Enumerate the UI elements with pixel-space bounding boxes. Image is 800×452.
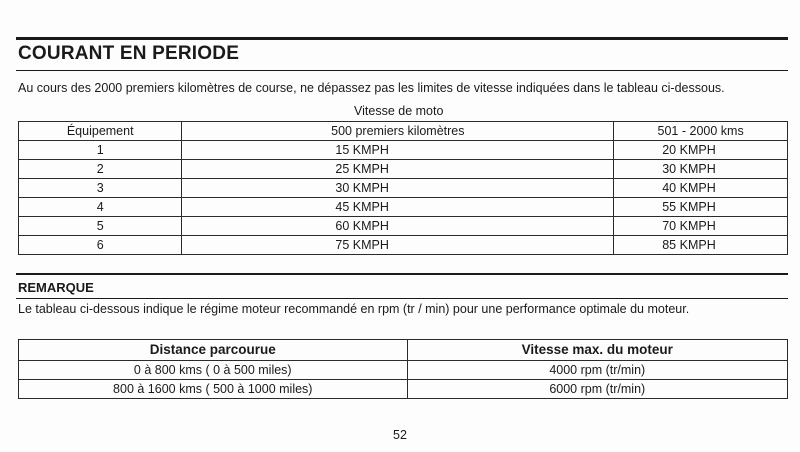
speed-cell: 40 KMPH: [614, 179, 788, 198]
column-header-501-2000: 501 - 2000 kms: [614, 122, 788, 141]
speed-cell: 30 KMPH: [614, 160, 788, 179]
rpm-cell: 6000 rpm (tr/min): [407, 380, 787, 399]
intro-paragraph: Au cours des 2000 premiers kilomètres de course, ne dépassez pas les limites de vitesse indiquées dans le tableau ci-dessous.: [18, 81, 725, 95]
speed-cell: 45 KMPH: [182, 198, 614, 217]
remark-heading: REMARQUE: [18, 280, 94, 295]
gear-cell: 2: [19, 160, 182, 179]
table-row: [19, 217, 788, 236]
distance-cell: 0 à 800 kms ( 0 à 500 miles): [19, 361, 408, 380]
gear-cell: 4: [19, 198, 182, 217]
speed-cell: 30 KMPH: [182, 179, 614, 198]
speed-cell: 20 KMPH: [614, 141, 788, 160]
speed-cell: 60 KMPH: [182, 217, 614, 236]
table-row: [19, 198, 788, 217]
table-row: [19, 380, 788, 399]
speed-limit-table: [18, 121, 788, 255]
column-header-gear: Équipement: [19, 122, 182, 141]
speed-cell: 55 KMPH: [614, 198, 788, 217]
table-row: [19, 141, 788, 160]
column-header-distance: Distance parcourue: [19, 340, 408, 361]
gear-cell: 5: [19, 217, 182, 236]
page-number: 52: [393, 428, 407, 442]
gear-cell: 1: [19, 141, 182, 160]
top-rule: [16, 37, 788, 40]
speed-table-caption: Vitesse de moto: [354, 104, 444, 118]
speed-cell: 85 KMPH: [614, 236, 788, 255]
section-rule: [16, 273, 788, 275]
column-header-max-rpm: Vitesse max. du moteur: [407, 340, 787, 361]
table-row: [19, 236, 788, 255]
section-heading: COURANT EN PERIODE: [18, 43, 240, 64]
remark-rule: [16, 298, 788, 299]
gear-cell: 3: [19, 179, 182, 198]
table-row: [19, 361, 788, 380]
remark-paragraph: Le tableau ci-dessous indique le régime moteur recommandé en rpm (tr / min) pour une performance optimale du moteur.: [18, 302, 690, 316]
engine-rpm-table: [18, 339, 788, 399]
table-row: [19, 179, 788, 198]
speed-cell: 15 KMPH: [182, 141, 614, 160]
rpm-cell: 4000 rpm (tr/min): [407, 361, 787, 380]
speed-cell: 70 KMPH: [614, 217, 788, 236]
heading-rule: [16, 70, 788, 71]
speed-cell: 75 KMPH: [182, 236, 614, 255]
column-header-first-500: 500 premiers kilomètres: [182, 122, 614, 141]
speed-cell: 25 KMPH: [182, 160, 614, 179]
table-header-row: [19, 340, 788, 361]
gear-cell: 6: [19, 236, 182, 255]
table-header-row: [19, 122, 788, 141]
distance-cell: 800 à 1600 kms ( 500 à 1000 miles): [19, 380, 408, 399]
table-row: [19, 160, 788, 179]
